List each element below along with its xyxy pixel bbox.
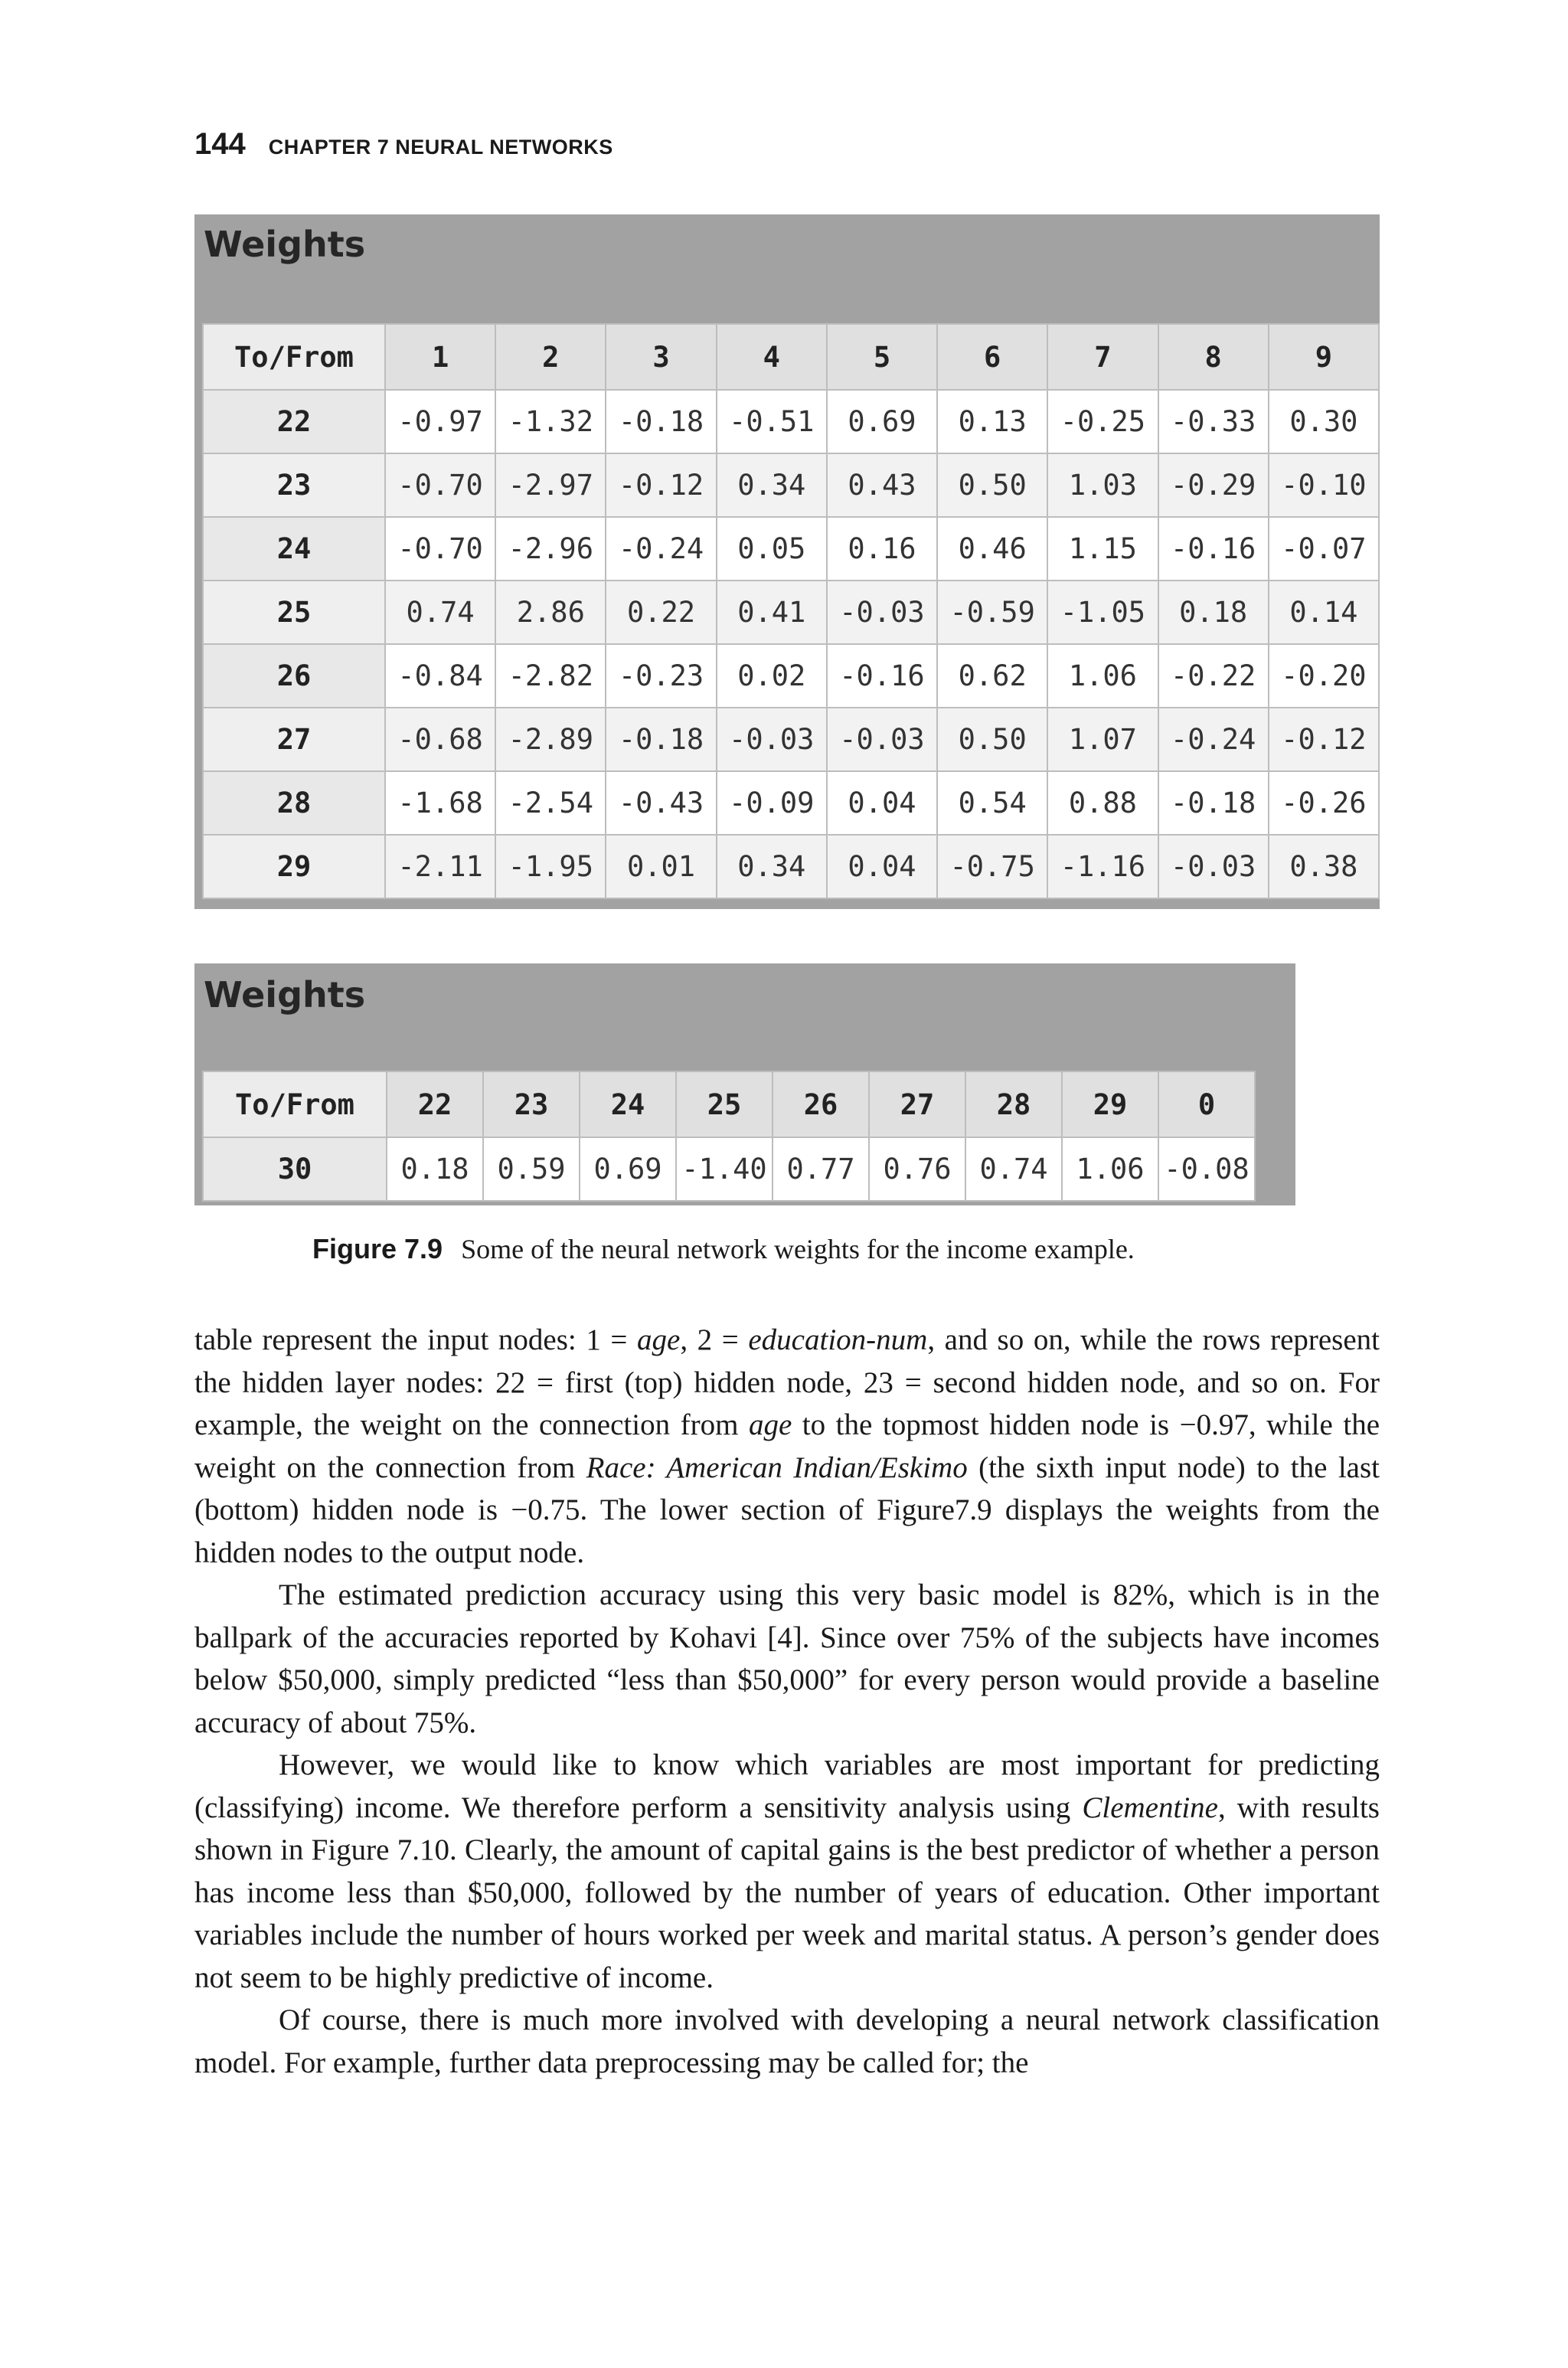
table-row	[203, 517, 1379, 581]
weight-cell: -2.82	[495, 644, 606, 708]
weight-cell: -0.43	[606, 771, 716, 835]
column-header: 25	[676, 1071, 773, 1137]
weight-cell: 0.77	[773, 1137, 869, 1201]
column-header: 3	[606, 324, 716, 390]
column-header: 28	[965, 1071, 1062, 1137]
weight-cell: -0.59	[937, 581, 1047, 644]
weight-cell: -0.97	[385, 390, 495, 453]
paragraph	[194, 1999, 1380, 2084]
weight-cell: -0.18	[1158, 771, 1269, 835]
weights-panel-title: Weights	[204, 224, 366, 265]
chapter-title: CHAPTER 7 NEURAL NETWORKS	[268, 136, 613, 159]
column-header: 26	[773, 1071, 869, 1137]
column-header: 6	[937, 324, 1047, 390]
weight-cell: 0.18	[387, 1137, 483, 1201]
weight-cell: 0.34	[717, 453, 827, 517]
column-header: 2	[495, 324, 606, 390]
weight-cell: 1.03	[1047, 453, 1158, 517]
weight-cell: -0.75	[937, 835, 1047, 898]
column-header: 5	[827, 324, 937, 390]
weight-cell: -0.03	[717, 708, 827, 771]
weight-cell: -0.08	[1158, 1137, 1255, 1201]
column-header: 24	[580, 1071, 676, 1137]
weights-panel-title: Weights	[204, 974, 366, 1016]
weight-cell: 0.41	[717, 581, 827, 644]
column-header: 8	[1158, 324, 1269, 390]
weight-cell: 0.30	[1269, 390, 1379, 453]
figure-caption-text: Some of the neural network weights for the income example.	[461, 1234, 1135, 1264]
column-header: 7	[1047, 324, 1158, 390]
weight-cell: 1.07	[1047, 708, 1158, 771]
weight-cell: -0.18	[606, 708, 716, 771]
row-header: 26	[203, 644, 385, 708]
row-header: 23	[203, 453, 385, 517]
weight-cell: -0.12	[1269, 708, 1379, 771]
text-run: Of course, there is much more involved with developing a neural network classification model. For example, further data preprocessing may be called for; the	[194, 2003, 1380, 2079]
weight-cell: -0.26	[1269, 771, 1379, 835]
weight-cell: -2.54	[495, 771, 606, 835]
weight-cell: 0.18	[1158, 581, 1269, 644]
page-number: 144	[194, 127, 246, 161]
column-header: 0	[1158, 1071, 1255, 1137]
text-run: , 2 =	[680, 1323, 749, 1356]
weight-cell: -2.97	[495, 453, 606, 517]
table-row	[203, 453, 1379, 517]
weight-cell: -2.96	[495, 517, 606, 581]
weight-cell: -1.05	[1047, 581, 1158, 644]
table-row	[203, 1137, 1255, 1201]
weight-cell: -1.32	[495, 390, 606, 453]
weight-cell: -0.07	[1269, 517, 1379, 581]
row-header: 29	[203, 835, 385, 898]
weight-cell: -0.70	[385, 453, 495, 517]
weight-cell: -0.10	[1269, 453, 1379, 517]
weight-cell: -0.09	[717, 771, 827, 835]
table-row	[203, 771, 1379, 835]
row-header: 28	[203, 771, 385, 835]
weight-cell: 0.34	[717, 835, 827, 898]
table-row	[203, 581, 1379, 644]
weight-cell: 0.43	[827, 453, 937, 517]
weights-table-input-hidden	[202, 323, 1380, 899]
weight-cell: 0.50	[937, 453, 1047, 517]
row-header: 25	[203, 581, 385, 644]
row-header: 24	[203, 517, 385, 581]
weight-cell: -0.12	[606, 453, 716, 517]
weight-cell: -0.84	[385, 644, 495, 708]
weight-cell: -0.51	[717, 390, 827, 453]
weight-cell: 0.14	[1269, 581, 1379, 644]
weight-cell: 0.46	[937, 517, 1047, 581]
paragraph	[194, 1744, 1380, 1999]
italic-term: education-num	[748, 1323, 928, 1356]
text-run: table represent the input nodes: 1 =	[194, 1323, 638, 1356]
italic-term: Race: American Indian/Eskimo	[586, 1451, 968, 1484]
weight-cell: -1.68	[385, 771, 495, 835]
italic-term: Clementine	[1082, 1791, 1218, 1824]
weight-cell: -0.16	[827, 644, 937, 708]
weight-cell: -1.95	[495, 835, 606, 898]
weight-cell: 0.62	[937, 644, 1047, 708]
weight-cell: -0.33	[1158, 390, 1269, 453]
column-header: 29	[1062, 1071, 1158, 1137]
table-row	[203, 835, 1379, 898]
text-run: , and so on, while the rows represent the hidden layer nodes: 22 = first (top) hidden node, 23 = second hidden node, and so on. For example, the weight on the connection from	[194, 1323, 1380, 1441]
weight-cell: 0.04	[827, 771, 937, 835]
italic-term: age	[637, 1323, 681, 1356]
weight-cell: 0.69	[580, 1137, 676, 1201]
column-header: 1	[385, 324, 495, 390]
running-head	[194, 127, 613, 162]
table-row	[203, 708, 1379, 771]
paragraph	[194, 1319, 1380, 1574]
figure-label: Figure 7.9	[312, 1233, 443, 1264]
weight-cell: -0.18	[606, 390, 716, 453]
table-row	[203, 644, 1379, 708]
paragraph	[194, 1574, 1380, 1744]
weight-cell: 0.50	[937, 708, 1047, 771]
weight-cell: 1.15	[1047, 517, 1158, 581]
weight-cell: 1.06	[1062, 1137, 1158, 1201]
column-header: 9	[1269, 324, 1379, 390]
corner-header: To/From	[203, 324, 385, 390]
weight-cell: 0.04	[827, 835, 937, 898]
weight-cell: -2.11	[385, 835, 495, 898]
table-header-row	[203, 1071, 1255, 1137]
text-run: (the sixth input node) to the last (bottom) hidden node is −0.75. The lower section of Figure7.9 displays the weights from the hidden nodes to the output node.	[194, 1451, 1380, 1569]
weight-cell: 0.01	[606, 835, 716, 898]
corner-header: To/From	[203, 1071, 387, 1137]
weight-cell: -1.40	[676, 1137, 773, 1201]
weight-cell: 2.86	[495, 581, 606, 644]
weight-cell: 0.76	[869, 1137, 965, 1201]
table-header-row	[203, 324, 1379, 390]
weight-cell: 1.06	[1047, 644, 1158, 708]
weight-cell: 0.22	[606, 581, 716, 644]
weight-cell: 0.13	[937, 390, 1047, 453]
weight-cell: 0.05	[717, 517, 827, 581]
weights-table-hidden-output	[202, 1071, 1256, 1202]
weight-cell: 0.54	[937, 771, 1047, 835]
weight-cell: 0.74	[965, 1137, 1062, 1201]
row-header: 22	[203, 390, 385, 453]
weight-cell: -0.20	[1269, 644, 1379, 708]
column-header: 23	[483, 1071, 580, 1137]
figure-caption	[312, 1233, 1135, 1265]
text-run: The estimated prediction accuracy using this very basic model is 82%, which is in the ballpark of the accuracies reported by Kohavi [4]. Since over 75% of the subjects have incomes below $50,000, simply predicted “less than $50,000” for every person would provide a baseline accuracy of about 75%.	[194, 1578, 1380, 1739]
weight-cell: -0.70	[385, 517, 495, 581]
weight-cell: -2.89	[495, 708, 606, 771]
column-header: 22	[387, 1071, 483, 1137]
column-header: 4	[717, 324, 827, 390]
text-run: to the topmost hidden node is −0.97, while the weight on the connection from	[194, 1408, 1380, 1484]
body-text	[194, 1319, 1380, 2084]
weight-cell: 0.16	[827, 517, 937, 581]
weight-cell: -0.23	[606, 644, 716, 708]
weight-cell: -0.25	[1047, 390, 1158, 453]
weight-cell: -1.16	[1047, 835, 1158, 898]
weight-cell: -0.22	[1158, 644, 1269, 708]
weight-cell: 0.88	[1047, 771, 1158, 835]
italic-term: age	[748, 1408, 792, 1441]
weight-cell: -0.03	[827, 708, 937, 771]
weight-cell: 0.74	[385, 581, 495, 644]
weight-cell: -0.68	[385, 708, 495, 771]
row-header: 27	[203, 708, 385, 771]
weights-panel-hidden-output	[194, 963, 1295, 1205]
weight-cell: 0.02	[717, 644, 827, 708]
text-run: However, we would like to know which variables are most important for predicting (classifying) income. We therefore perform a sensitivity analysis using	[194, 1748, 1380, 1824]
weight-cell: -0.24	[606, 517, 716, 581]
weight-cell: 0.59	[483, 1137, 580, 1201]
weight-cell: 0.38	[1269, 835, 1379, 898]
weight-cell: -0.29	[1158, 453, 1269, 517]
weight-cell: -0.03	[827, 581, 937, 644]
column-header: 27	[869, 1071, 965, 1137]
weight-cell: 0.69	[827, 390, 937, 453]
weights-panel-input-hidden	[194, 214, 1380, 909]
row-header: 30	[203, 1137, 387, 1201]
weight-cell: -0.03	[1158, 835, 1269, 898]
text-run: , with results shown in Figure 7.10. Clearly, the amount of capital gains is the best predictor of whether a person has income less than $50,000, followed by the number of years of education. Other important variables include the number of hours worked per week and marital status. A person’s gender does not seem to be highly predictive of income.	[194, 1791, 1380, 1994]
table-row	[203, 390, 1379, 453]
weight-cell: -0.16	[1158, 517, 1269, 581]
weight-cell: -0.24	[1158, 708, 1269, 771]
